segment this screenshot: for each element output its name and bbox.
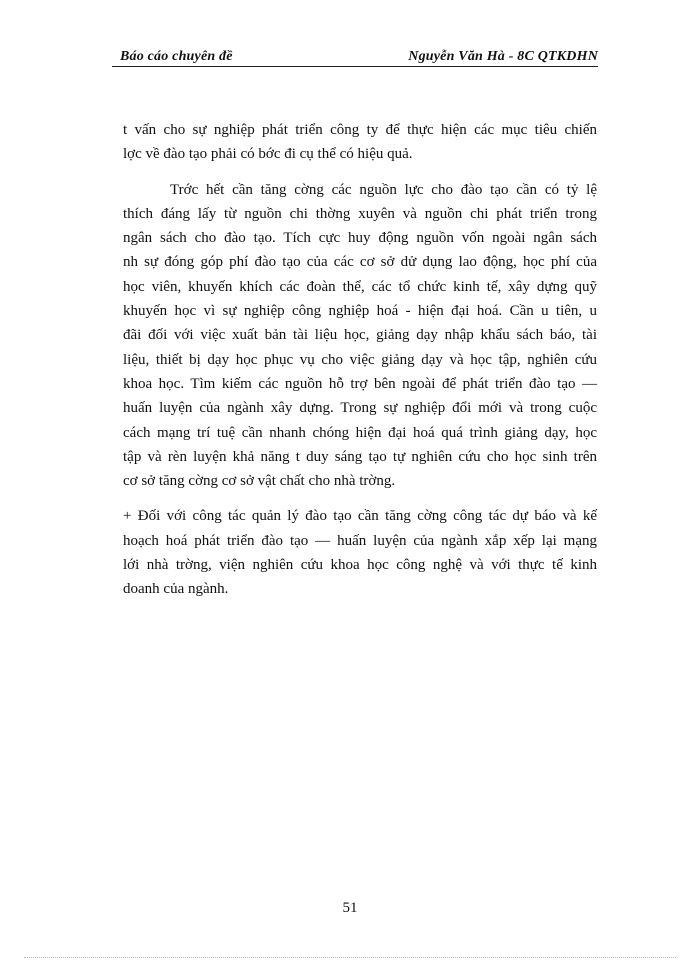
text-line: t vấn cho sự nghiệp phát triển công ty để thực hiện các mục tiêu chiến xyxy=(123,122,597,138)
header-report-title: Báo cáo chuyên đề xyxy=(120,49,233,64)
page-number: 51 xyxy=(342,900,358,916)
text-line: khoa học. Tìm kiếm các nguồn hỗ trợ bên ngoài để phát triển đào tạo — xyxy=(123,375,597,392)
text-line: liệu, thiết bị dạy học phục vụ cho việc giảng dạy và học tập, nghiên cứu xyxy=(123,351,597,368)
paragraph-2 xyxy=(123,178,597,494)
text-line: doanh của ngành. xyxy=(123,581,229,598)
text-line: lợc về đào tạo phải có bớc đi cụ thể có hiệu quả. xyxy=(123,146,413,163)
text-line: nh sự đóng góp phí đào tạo của các cơ sở dử dụng lao động, học phí của xyxy=(123,254,597,271)
text-line: đãi đối với việc xuất bản tài liệu học, giảng dạy nhập khẩu sách báo, tài xyxy=(123,327,597,344)
text-line: tập và rèn luyện khả năng t duy sáng tạo tự nghiên cứu cho học sinh trên xyxy=(123,448,597,465)
body-text xyxy=(123,118,597,602)
text-line: lới nhà trờng, viện nghiên cứu khoa học công nghệ và với thực tế kinh xyxy=(123,557,597,574)
text-line: khuyến học vì sự nghiệp công nghiệp hoá - hiện đại hoá. Cần u tiên, u xyxy=(123,303,597,320)
text-line: cách mạng trí tuệ cần nhanh chóng hiện đại hoá quá trình giảng dạy, học xyxy=(123,424,597,441)
text-line: + Đối với công tác quản lý đào tạo cần tăng cờng công tác dự báo và kế xyxy=(123,508,597,525)
text-line: ngân sách cho đào tạo. Tích cực huy động nguồn vốn ngoài ngân sách xyxy=(123,230,597,247)
text-line: thích đáng lấy từ nguồn chi thờng xuyên và nguồn chi phát triển trong xyxy=(123,205,597,222)
page-header xyxy=(112,44,598,67)
text-line: học viên, khuyến khích các đoàn thể, các tổ chức kinh tế, xây dựng quỹ xyxy=(123,278,597,295)
text-line: huấn luyện của ngành xây dựng. Trong sự nghiệp đổi mới và trong cuộc xyxy=(123,400,597,417)
paragraph-1 xyxy=(123,118,597,167)
text-line: hoạch hoá phát triển đào tạo — huấn luyện của ngành xắp xếp lại mạng xyxy=(123,532,597,549)
paragraph-3 xyxy=(123,504,597,601)
text-line: Trớc hết cần tăng cờng các nguồn lực cho đào tạo cần có tỷ lệ xyxy=(170,181,597,198)
text-line: cơ sở tăng cờng cơ sở vật chất cho nhà trờng. xyxy=(123,473,396,490)
header-author: Nguyễn Văn Hà - 8C QTKDHN xyxy=(408,49,598,64)
page-bottom-divider xyxy=(24,957,676,958)
